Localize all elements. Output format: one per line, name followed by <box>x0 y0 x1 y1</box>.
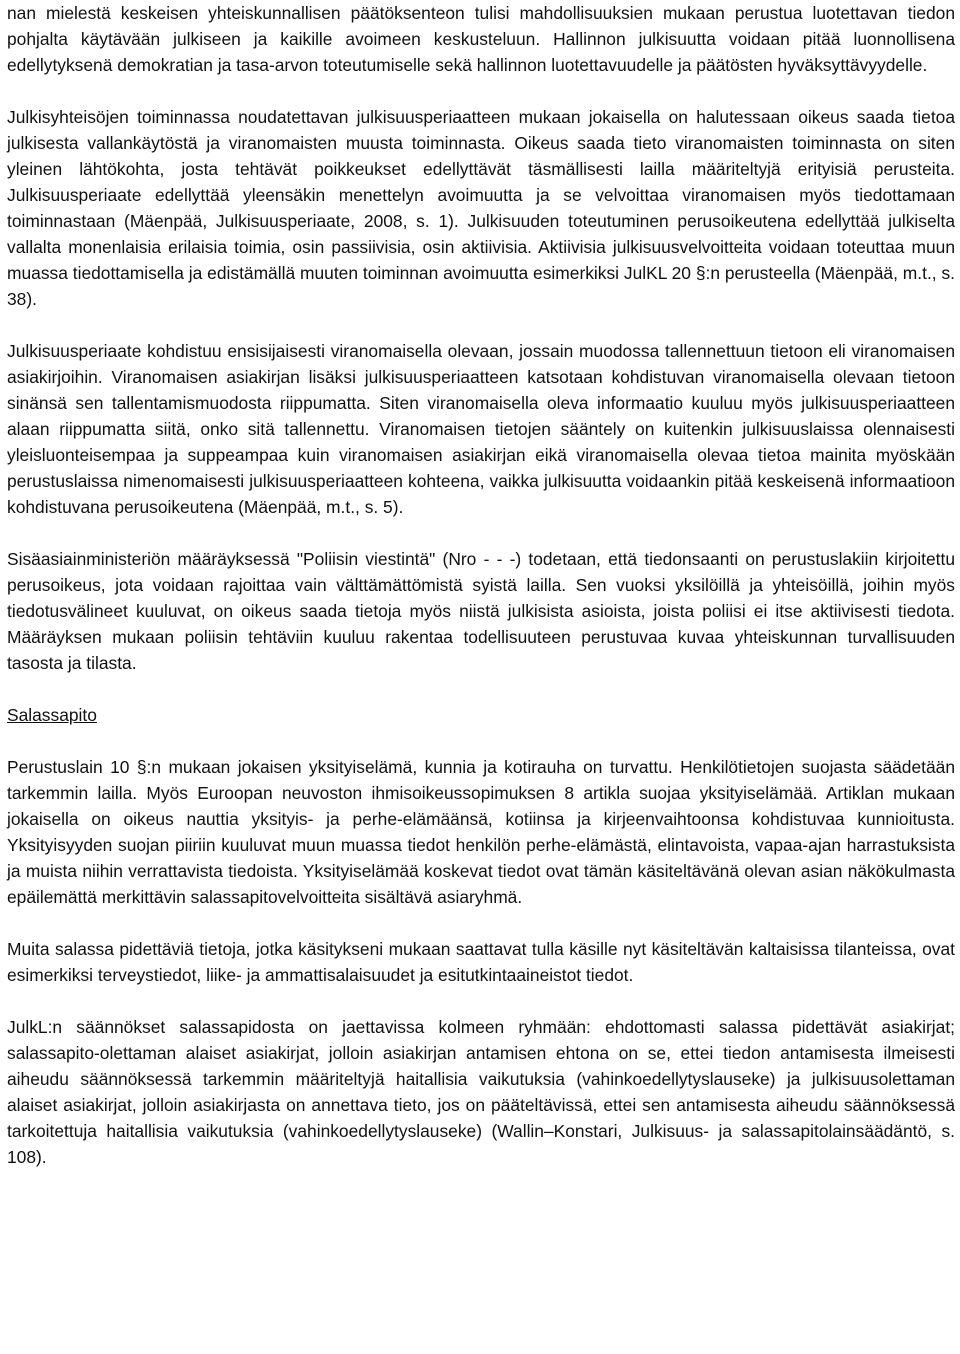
paragraph-6: Muita salassa pidettäviä tietoja, jotka käsitykseni mukaan saattavat tulla käsille nyt käsiteltävän kaltaisissa tilanteissa, ovat esimerkiksi terveystiedot, liike- ja ammattisalaisuudet ja esitutkintaaineistot tiedot. <box>7 939 955 985</box>
paragraph-7: JulkL:n säännökset salassapidosta on jaettavissa kolmeen ryhmään: ehdottomasti salassa pidettävät asiakirjat; salassapito-olettaman alaiset asiakirjat, jolloin asiakirjan antamisen ehtona on se, ettei tiedon antamisesta ilmeisesti aiheudu säännöksessä tarkemmin määriteltyjä haitallisia vaikutuksia (vahinkoedellytyslauseke) ja julkisuusolettaman alaiset asiakirjat, jolloin asiakirjasta on annettava tieto, jos on pääteltävissä, ettei sen antamisesta aiheudu säännöksessä tarkoitettuja haitallisia vaikutuksia (vahinkoedellytyslauseke) (Wallin–Konstari, Julkisuus- ja salassapitolainsäädäntö, s. 108). <box>7 1017 955 1167</box>
paragraph-5: Perustuslain 10 §:n mukaan jokaisen yksityiselämä, kunnia ja kotirauha on turvattu. Henkilötietojen suojasta säädetään tarkemmin lailla. Myös Euroopan neuvoston ihmisoikeussopimuksen 8 artikla suojaa yksityiselämää. Artiklan mukaan jokaisella on oikeus nauttia yksityis- ja perhe-elämäänsä, kotiinsa ja kirjeenvaihtoonsa kohdistuvaa kunnioitusta. Yksityisyyden suojan piiriin kuuluvat muun muassa tiedot henkilön perhe-elämästä, elintavoista, vapaa-ajan harrastuksista ja muista niihin verrattavista tiedoista. Yksityiselämää koskevat tiedot ovat tämän käsiteltävänä olevan asian näkökulmasta epäilemättä merkittävin salassapitovelvoitteita sisältävä asiaryhmä. <box>7 757 955 907</box>
paragraph-1: nan mielestä keskeisen yhteiskunnallisen päätöksenteon tulisi mahdollisuuksien mukaan perustua luotettavan tiedon pohjalta käytävään julkiseen ja kaikille avoimeen keskusteluun. Hallinnon julkisuutta voidaan pitää luonnollisena edellytyksenä demokratian ja tasa-arvon toteutumiselle sekä hallinnon luotettavuudelle ja päätösten hyväksyttävyydelle. <box>7 3 955 75</box>
paragraph-2: Julkisyhteisöjen toiminnassa noudatettavan julkisuusperiaatteen mukaan jokaisella on halutessaan oikeus saada tietoa julkisesta vallankäytöstä ja viranomaisten muusta toiminnasta. Oikeus saada tieto viranomaisten toiminnasta on siten yleinen lähtökohta, josta tehtävät poikkeukset edellyttävät täsmällisesti lailla määriteltyjä erityisiä perusteita. Julkisuusperiaate edellyttää yleensäkin menettelyn avoimuutta ja se velvoittaa viranomaisen myös tiedottamaan toiminnastaan (Mäenpää, Julkisuusperiaate, 2008, s. 1). Julkisuuden toteutuminen perusoikeutena edellyttää julkiselta vallalta monenlaisia erilaisia toimia, osin passiivisia, osin aktiivisia. Aktiivisia julkisuusvelvoitteita voidaan toteuttaa muun muassa tiedottamisella ja edistämällä muuten toiminnan avoimuutta esimerkiksi JulKL 20 §:n perusteella (Mäenpää, m.t., s. 38). <box>7 107 955 309</box>
document-page <box>7 0 955 1196</box>
paragraph-3: Julkisuusperiaate kohdistuu ensisijaisesti viranomaisella olevaan, jossain muodossa tallennettuun tietoon eli viranomaisen asiakirjoihin. Viranomaisen asiakirjan lisäksi julkisuusperiaatteen katsotaan kohdistuvan viranomaisella olevaan tietoon sinänsä sen tallentamismuodosta riippumatta. Siten viranomaisella oleva informaatio kuuluu myös julkisuusperiaatteen alaan riippumatta siitä, onko sitä tallennettu. Viranomaisen tietojen sääntely on kuitenkin julkisuuslaissa olennaisesti yleisluonteisempaa ja suppeampaa kuin viranomaisen asiakirjan eikä viranomaisella olevaa tietoa mainita myöskään perustuslaissa nimenomaisesti julkisuusperiaatteen kohteena, vaikka julkisuutta voidaankin pitää keskeisenä informaatioon kohdistuvana perusoikeutena (Mäenpää, m.t., s. 5). <box>7 341 955 517</box>
paragraph-4: Sisäasiainministeriön määräyksessä "Poliisin viestintä" (Nro - - -) todetaan, että tiedonsaanti on perustuslakiin kirjoitettu perusoikeus, jota voidaan rajoittaa vain välttämättömistä syistä lailla. Sen vuoksi yksilöillä ja yhteisöillä, joihin myös tiedotusvälineet kuuluvat, on oikeus saada tietoja myös niistä julkisista asioista, joista poliisi ei itse aktiivisesti tiedota. Määräyksen mukaan poliisin tehtäviin kuuluu rakentaa todellisuuteen perustuvaa kuvaa yhteiskunnan turvallisuuden tasosta ja tilasta. <box>7 549 955 673</box>
section-heading-salassapito: Salassapito <box>7 705 97 725</box>
